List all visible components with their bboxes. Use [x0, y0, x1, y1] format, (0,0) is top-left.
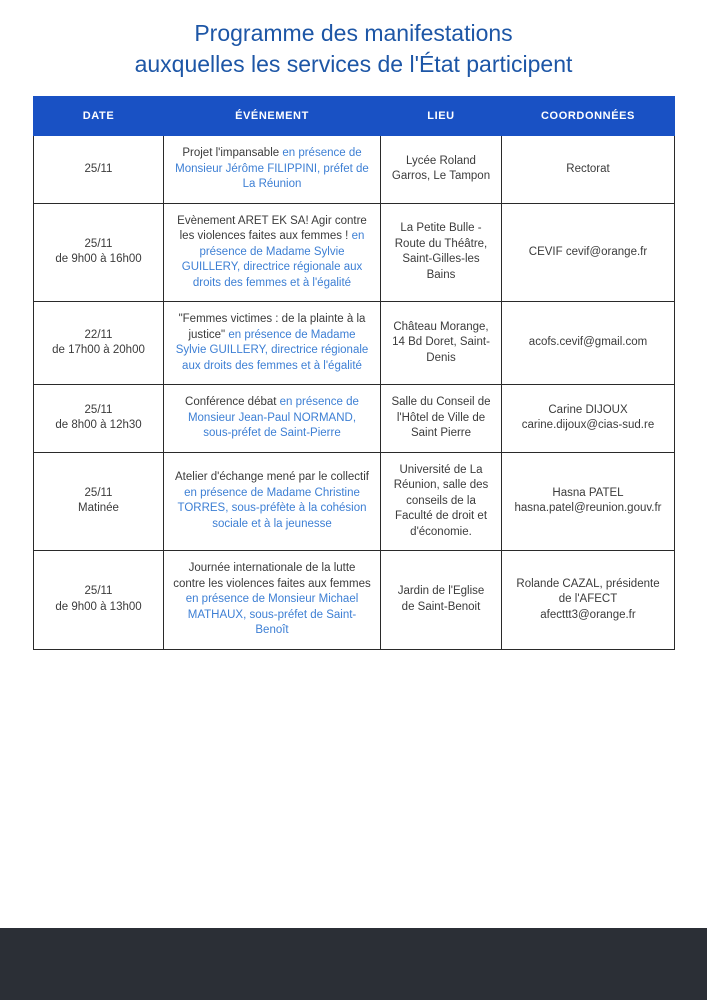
cell-event: [164, 385, 381, 453]
footer-bar: [0, 928, 707, 1000]
programme-table: [33, 96, 675, 650]
event-highlight-text: en présence de Monsieur Jean-Paul NORMAND, sous-préfet de Saint-Pierre: [187, 396, 359, 439]
page-title: [0, 0, 707, 80]
event-main-text: Journée internationale de la lutte contre les violences faites aux femmes: [173, 562, 371, 590]
cell-event: [164, 302, 381, 385]
cell-coordonnees: Rolande CAZAL, présidente de l'AFECT afecttt3@orange.fr: [502, 551, 675, 650]
event-highlight-text: en présence de Monsieur Michael MATHAUX, sous-préfet de Saint-Benoît: [185, 593, 359, 636]
page-title-line-1: Programme des manifestations: [194, 20, 513, 46]
event-main-text: "Femmes victimes : de la plainte à la justice": [178, 313, 366, 341]
cell-event: [164, 551, 381, 650]
column-header-evenement: ÉVÉNEMENT: [164, 97, 381, 136]
cell-event: [164, 203, 381, 302]
column-header-lieu: LIEU: [381, 97, 502, 136]
table-row: [34, 302, 675, 385]
table-header: [34, 97, 675, 136]
cell-date: 25/11 de 8h00 à 12h30: [34, 385, 164, 453]
cell-date: 25/11 de 9h00 à 16h00: [34, 203, 164, 302]
cell-lieu: Lycée Roland Garros, Le Tampon: [381, 136, 502, 204]
event-main-text: Projet l'impansable: [182, 147, 283, 159]
table-row: [34, 385, 675, 453]
cell-date: 25/11 de 9h00 à 13h00: [34, 551, 164, 650]
cell-coordonnees: CEVIF cevif@orange.fr: [502, 203, 675, 302]
cell-coordonnees: Carine DIJOUX carine.dijoux@cias-sud.re: [502, 385, 675, 453]
table-header-row: [34, 97, 675, 136]
table-row: [34, 551, 675, 650]
table-body: [34, 136, 675, 650]
column-header-coordonnees: COORDONNÉES: [502, 97, 675, 136]
cell-lieu: Jardin de l'Eglise de Saint-Benoit: [381, 551, 502, 650]
event-highlight-text: en présence de Madame Sylvie GUILLERY, directrice régionale aux droits des femmes et à l'égalité: [181, 230, 365, 289]
event-highlight-text: en présence de Monsieur Jérôme FILIPPINI, préfet de La Réunion: [175, 147, 369, 190]
cell-lieu: Château Morange, 14 Bd Doret, Saint-Denis: [381, 302, 502, 385]
programme-table-wrapper: [33, 96, 674, 650]
cell-lieu: Salle du Conseil de l'Hôtel de Ville de Saint Pierre: [381, 385, 502, 453]
event-highlight-text: en présence de Madame Christine TORRES, sous-préfète à la cohésion sociale et à la jeunesse: [177, 486, 367, 530]
column-header-date: DATE: [34, 97, 164, 136]
cell-event: [164, 136, 381, 204]
cell-lieu: La Petite Bulle - Route du Théâtre, Saint-Gilles-les Bains: [381, 203, 502, 302]
event-main-text: Conférence débat: [185, 396, 280, 408]
cell-coordonnees: Hasna PATEL hasna.patel@reunion.gouv.fr: [502, 452, 675, 551]
cell-date: 25/11: [34, 136, 164, 204]
page-title-line-2: auxquelles les services de l'État participent: [134, 51, 573, 77]
event-highlight-text: en présence de Madame Sylvie GUILLERY, directrice régionale aux droits des femmes et à l'égalité: [175, 328, 369, 372]
table-row: [34, 136, 675, 204]
cell-event: [164, 452, 381, 551]
cell-date: 25/11 Matinée: [34, 452, 164, 551]
cell-date: 22/11 de 17h00 à 20h00: [34, 302, 164, 385]
table-row: [34, 452, 675, 551]
event-main-text: Evènement ARET EK SA! Agir contre les violences faites aux femmes !: [177, 214, 367, 242]
cell-coordonnees: acofs.cevif@gmail.com: [502, 302, 675, 385]
cell-coordonnees: Rectorat: [502, 136, 675, 204]
cell-lieu: Université de La Réunion, salle des conseils de la Faculté de droit et d'économie.: [381, 452, 502, 551]
table-row: [34, 203, 675, 302]
event-main-text: Atelier d'échange mené par le collectif: [175, 471, 369, 484]
